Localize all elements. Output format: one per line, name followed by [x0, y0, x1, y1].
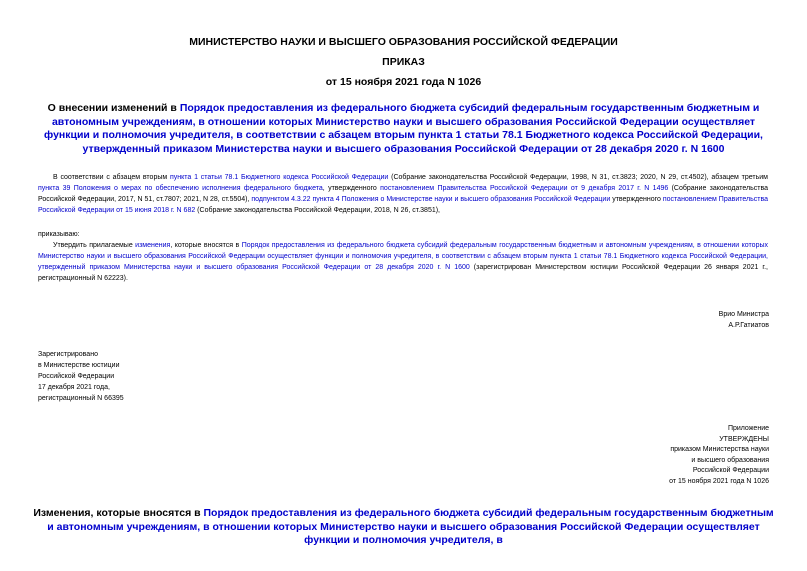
appendix-line-2: УТВЕРЖДЕНЫ: [719, 435, 769, 443]
registration-line-1: Зарегистрировано: [38, 351, 98, 358]
appendix-line-3: приказом Министерства науки: [670, 446, 769, 453]
signature-name: А.Р.Гатиатов: [728, 322, 769, 329]
ministry-heading: МИНИСТЕРСТВО НАУКИ И ВЫСШЕГО ОБРАЗОВАНИЯ РОССИЙСКОЙ ФЕДЕРАЦИИ: [189, 36, 618, 48]
registration-line-4: 17 декабря 2021 года,: [38, 384, 110, 391]
registration-line-5: регистрационный N 66395: [38, 395, 124, 402]
order-word: приказываю:: [38, 231, 80, 238]
order-date: от 15 ноября 2021 года N 1026: [325, 76, 482, 88]
signature-block: [719, 309, 769, 331]
registration-line-2: в Министерстве юстиции: [38, 362, 120, 369]
registration-block: [38, 349, 124, 404]
appendix-line-6: от 15 ноября 2021 года N 1026: [669, 477, 769, 485]
title-prefix: О внесении изменений в: [47, 102, 180, 114]
preamble-text-6: (Собрание законодательства Российской Федерации, 2018, N 26, ст.3851),: [195, 207, 441, 214]
changes-title-prefix: Изменения, которые вносятся в: [33, 507, 204, 519]
approve-text-2: , которые вносятся в: [170, 242, 242, 249]
changes-link[interactable]: изменения: [135, 242, 171, 249]
approve-procedure-link[interactable]: Порядок предоставления из федерального бюджета субсидий федеральным государственным бюджетным и автономным учреждениям, в отношении которых Министерство науки и высшего образования Российской Федерации осуществляет функции и полномочия учредителя, в соответствии с абзацем вторым пункта 1 статьи 78.1 Бюджетного кодекса Российской Федерации, утвержденный приказом Министерства науки и высшего образования Российской Федерации от 28 декабря 2020 г. N 1600: [38, 242, 768, 271]
title-procedure-link[interactable]: Порядок предоставления из федерального бюджета субсидий федеральным государственным бюджетным и автономным учреждениям, в отношении которых Министерство науки и высшего образования Российской Федерации осуществляет функции и полномочия учредителя, в соответствии с абзацем вторым пункта 1 статьи 78.1 Бюджетного кодекса Российской Федерации, утвержденный приказом Министерства науки и высшего образования Российской Федерации от 28 декабря 2020 г. N 1600: [44, 102, 763, 155]
preamble-paragraph: [38, 172, 768, 216]
registration-line-3: Российской Федерации: [38, 373, 115, 380]
preamble-text-3: , утвержденного: [322, 185, 381, 192]
ministry-regulation-link[interactable]: подпунктом 4.3.22 пункта 4 Положения о Министерстве науки и высшего образования Российской Федерации: [251, 196, 611, 203]
changes-procedure-link[interactable]: Порядок предоставления из федерального бюджета субсидий федеральным государственным бюджетным и автономным учреждениям, в отношении которых Министерство науки и высшего образования Российской Федерации осуществляет функции и полномочия учредителя, в: [47, 507, 774, 546]
appendix-block: [669, 424, 769, 487]
preamble-text-2: (Собрание законодательства Российской Федерации, 1998, N 31, ст.3823; 2020, N 29, ст.4502), абзацем третьим: [388, 174, 768, 181]
budget-code-link[interactable]: пункта 1 статьи 78.1 Бюджетного кодекса Российской Федерации: [169, 174, 389, 181]
order-heading: ПРИКАЗ: [382, 56, 425, 68]
changes-title: [30, 507, 777, 548]
approve-text-3: (зарегистрирован Министерством юстиции Российской Федерации 26 января 2021 г., регистрационный N 62223).: [38, 264, 768, 282]
appendix-line-4: и высшего образования: [691, 456, 769, 464]
signature-position: Врио Министра: [718, 311, 769, 318]
appendix-line-1: Приложение: [727, 425, 769, 432]
document-title: [30, 102, 777, 156]
appendix-line-5: Российской Федерации: [692, 467, 769, 474]
approve-paragraph: [38, 240, 768, 284]
budget-measures-link[interactable]: пункта 39 Положения о мерах по обеспечению исполнения федерального бюджета: [38, 185, 323, 192]
resolution-1496-link[interactable]: постановлением Правительства Российской Федерации от 9 декабря 2017 г. N 1496: [380, 185, 669, 192]
preamble-text-1: В соответствии с абзацем вторым: [53, 174, 170, 181]
approve-text-1: Утвердить прилагаемые: [53, 242, 136, 249]
resolution-682-link[interactable]: постановлением Правительства Российской Федерации от 15 июня 2018 г. N 682: [38, 196, 768, 214]
preamble-text-4: (Собрание законодательства Российской Федерации, 2017, N 51, ст.7807; 2021, N 28, ст.5504),: [38, 185, 769, 203]
preamble-text-5: утвержденного: [610, 196, 663, 203]
